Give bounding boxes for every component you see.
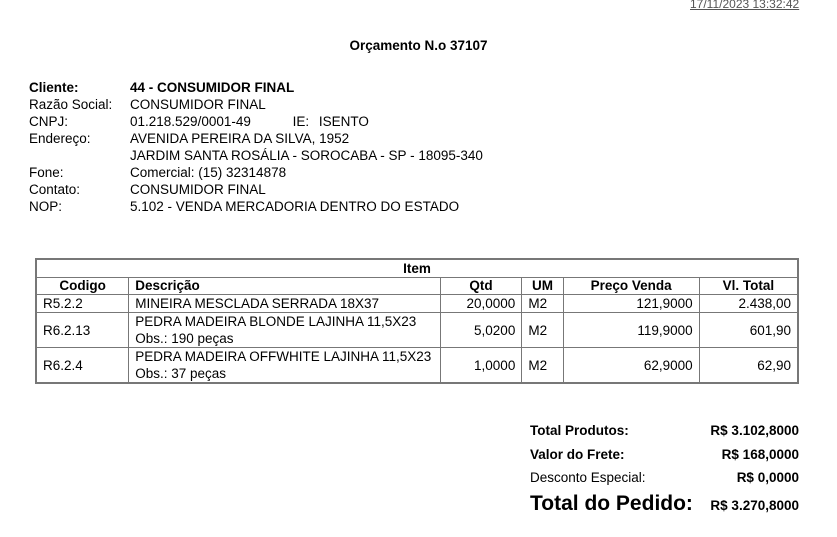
desconto-value: R$ 0,0000: [736, 470, 799, 485]
row-descricao-cell: [129, 348, 441, 384]
cliente-label: Cliente:: [29, 80, 79, 95]
row-preco: 62,9000: [563, 348, 699, 384]
valor-frete-label: Valor do Frete:: [530, 447, 625, 462]
contato-value: CONSUMIDOR FINAL: [130, 182, 266, 197]
table-row: [36, 348, 798, 384]
nop-label: NOP:: [29, 199, 63, 214]
document-title: Orçamento N.o 37107: [349, 38, 488, 53]
row-um: M2: [522, 313, 563, 348]
row-codigo: R6.2.13: [36, 313, 129, 348]
print-timestamp: 17/11/2023 13:32:42: [690, 0, 800, 11]
ie-value: ISENTO: [318, 114, 369, 129]
row-preco: 119,9000: [563, 313, 699, 348]
row-obs: Obs.: 37 peças: [135, 366, 227, 381]
row-total: 2.438,00: [699, 295, 798, 313]
row-qtd: 5,0200: [440, 313, 522, 348]
row-um: M2: [522, 295, 563, 313]
table-row: [36, 313, 798, 348]
endereco-line2: JARDIM SANTA ROSÁLIA - SOROCABA - SP - 18095-340: [130, 148, 483, 163]
header-descricao: Descrição: [129, 278, 441, 295]
row-codigo: R5.2.2: [36, 295, 129, 313]
row-descricao: MINEIRA MESCLADA SERRADA 18X37: [129, 295, 441, 313]
valor-frete-value: R$ 168,0000: [721, 447, 799, 462]
row-codigo: R6.2.4: [36, 348, 129, 384]
cnpj-label: CNPJ:: [29, 114, 69, 129]
total-produtos-label: Total Produtos:: [530, 423, 629, 438]
razao-label: Razão Social:: [29, 97, 113, 112]
endereco-line1: AVENIDA PEREIRA DA SILVA, 1952: [130, 131, 350, 146]
row-obs: Obs.: 190 peças: [135, 331, 234, 346]
header-qtd: Qtd: [440, 278, 522, 295]
row-descricao: PEDRA MADEIRA BLONDE LAJINHA 11,5X23: [135, 314, 417, 329]
contato-label: Contato:: [29, 182, 81, 197]
nop-value: 5.102 - VENDA MERCADORIA DENTRO DO ESTADO: [130, 199, 460, 214]
total-pedido-value: R$ 3.270,8000: [710, 498, 799, 513]
total-pedido-label: Total do Pedido:: [530, 492, 693, 515]
header-total: Vl. Total: [699, 278, 798, 295]
row-um: M2: [522, 348, 563, 384]
table-caption: Item: [36, 259, 798, 278]
endereco-label: Endereço:: [29, 131, 91, 146]
desconto-label: Desconto Especial:: [530, 470, 646, 485]
row-total: 601,90: [699, 313, 798, 348]
row-descricao: PEDRA MADEIRA OFFWHITE LAJINHA 11,5X23: [135, 349, 432, 364]
header-codigo: Codigo: [36, 278, 129, 295]
cliente-value: 44 - CONSUMIDOR FINAL: [130, 80, 295, 95]
customer-info: [29, 79, 483, 215]
header-preco: Preço Venda: [563, 278, 699, 295]
row-qtd: 20,0000: [440, 295, 522, 313]
cnpj-row: [130, 113, 483, 130]
ie-label: IE:: [292, 114, 310, 129]
cnpj-value: 01.218.529/0001-49: [130, 114, 251, 129]
row-total: 62,90: [699, 348, 798, 384]
razao-value: CONSUMIDOR FINAL: [130, 97, 266, 112]
fone-value: Comercial: (15) 32314878: [130, 165, 287, 180]
items-table: [35, 258, 799, 384]
row-descricao-cell: [129, 313, 441, 348]
row-preco: 121,9000: [563, 295, 699, 313]
row-qtd: 1,0000: [440, 348, 522, 384]
table-row: [36, 295, 798, 313]
header-um: UM: [522, 278, 563, 295]
fone-label: Fone:: [29, 165, 64, 180]
total-produtos-value: R$ 3.102,8000: [710, 423, 799, 438]
